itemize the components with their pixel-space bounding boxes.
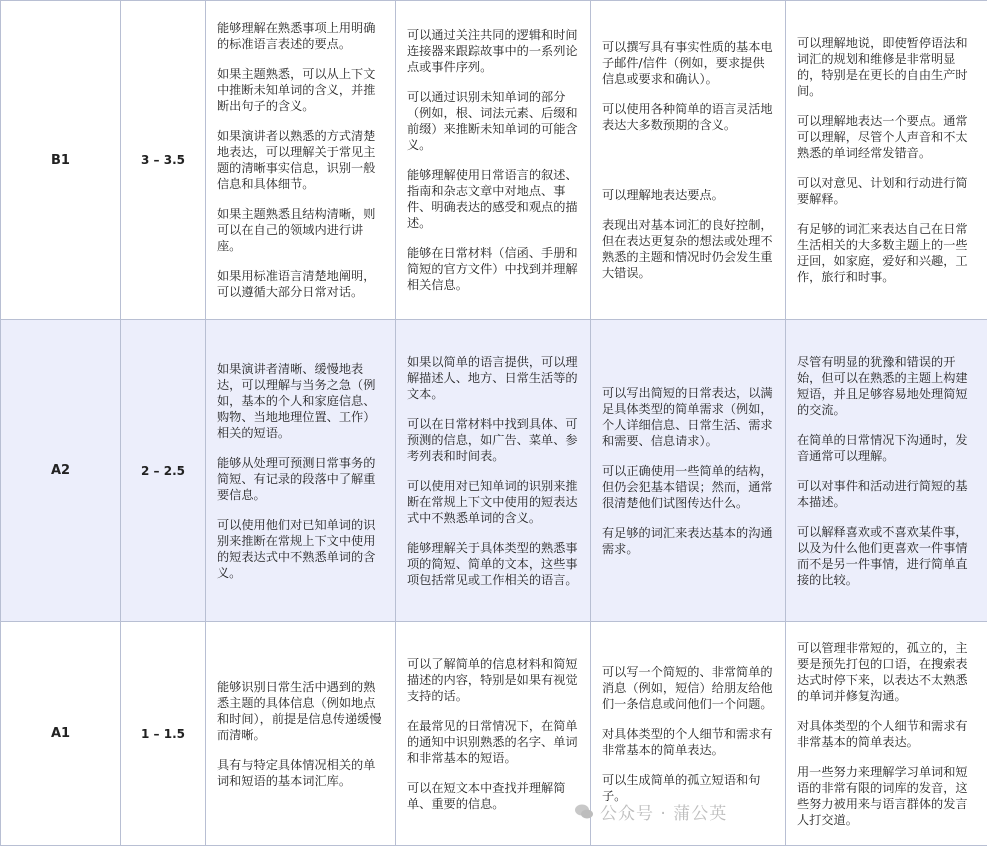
cell-paragraph: 可以使用他们对已知单词的识别来推断在常规上下文中使用的短表达式中不熟悉单词的含义。	[217, 517, 376, 580]
listening-cell	[206, 1, 396, 320]
cell-paragraph: 可以通过识别未知单词的部分（例如，根、词法元素、后缀和前缀）来推断未知单词的可能含义。	[407, 90, 578, 152]
cell-paragraph: 如果用标准语言清楚地阐明，可以遵循大部分日常对话。	[217, 269, 376, 299]
cell-paragraph: 可以管理非常短的，孤立的，主要是预先打包的口语，在搜索表达式时停下来，以表达不太熟悉的单词并修复沟通。	[797, 640, 968, 703]
table-row-b1	[1, 1, 987, 320]
reading-cell	[396, 622, 591, 846]
score-cell: 2 – 2.5	[121, 320, 206, 622]
watermark	[574, 799, 727, 824]
cell-paragraph: 有足够的词汇来表达基本的沟通需求。	[602, 525, 773, 556]
cell-paragraph: 在简单的日常情况下沟通时，发音通常可以理解。	[797, 432, 968, 463]
cell-paragraph: 可以使用对已知单词的识别来推断在常规上下文中使用的短表达式中不熟悉单词的含义。	[407, 478, 578, 525]
cell-paragraph: 表现出对基本词汇的良好控制，但在表达更复杂的想法或处理不熟悉的主题和情况时仍会发生重大错误。	[602, 218, 773, 280]
writing-cell	[591, 320, 786, 622]
watermark-text: 公众号 · 蒲公英	[600, 804, 728, 824]
listening-cell	[206, 320, 396, 622]
cell-paragraph: 在最常见的日常情况下，在简单的通知中识别熟悉的名字、单词和非常基本的短语。	[407, 718, 578, 765]
cell-paragraph: 如果主题熟悉且结构清晰，则可以在自己的领域内进行讲座。	[217, 207, 376, 253]
cell-paragraph: 能够理解关于具体类型的熟悉事项的简短、简单的文本，这些事项包括常见或工作相关的语言。	[407, 540, 578, 587]
speaking-cell	[786, 1, 987, 320]
reading-cell	[396, 320, 591, 622]
cell-paragraph: 可以写一个简短的、非常简单的消息（例如，短信）给朋友给他们一条信息或问他们一个问题。	[602, 664, 773, 711]
cell-paragraph: 可以生成简单的孤立短语和句子。	[602, 772, 761, 803]
cell-paragraph: 有足够的词汇来表达自己在日常生活相关的大多数主题上的一些迂回，如家庭，爱好和兴趣，工作，旅行和时事。	[797, 222, 968, 284]
cell-paragraph: 如果以简单的语言提供，可以理解描述人、地方、日常生活等的文本。	[407, 354, 578, 401]
level-cell: B1	[1, 1, 121, 320]
reading-cell	[396, 1, 591, 320]
cell-paragraph: 对具体类型的个人细节和需求有非常基本的简单表达。	[602, 726, 773, 757]
listening-cell	[206, 622, 396, 846]
cell-paragraph: 如果主题熟悉，可以从上下文中推断未知单词的含义，并推断出句子的含义。	[217, 67, 376, 113]
cell-paragraph: 对具体类型的个人细节和需求有非常基本的简单表达。	[797, 718, 968, 749]
cell-paragraph: 能够在日常材料（信函、手册和简短的官方文件）中找到并理解相关信息。	[407, 246, 578, 292]
cell-paragraph: 可以解释喜欢或不喜欢某件事，以及为什么他们更喜欢一件事情而不是另一件事情，进行简单直接的比较。	[797, 524, 968, 587]
cell-paragraph: 可以对事件和活动进行简短的基本描述。	[797, 478, 968, 509]
cell-paragraph: 可以理解地表达一个要点。通常可以理解，尽管个人声音和不太熟悉的单词经常发错音。	[797, 114, 968, 160]
cell-paragraph: 能够理解使用日常语言的叙述、指南和杂志文章中对地点、事件、明确表达的感受和观点的描述。	[407, 168, 578, 230]
cell-paragraph: 可以通过关注共同的逻辑和时间连接器来跟踪故事中的一系列论点或事件序列。	[407, 28, 578, 74]
cell-paragraph: 可以理解地说，即使暂停语法和词汇的规划和维修是非常明显的，特别是在更长的自由生产时间。	[797, 36, 968, 98]
speaking-cell	[786, 320, 987, 622]
score-cell: 3 – 3.5	[121, 1, 206, 320]
cell-paragraph: 能够识别日常生活中遇到的熟悉主题的具体信息（例如地点和时间），前提是信息传递缓慢而清晰。	[217, 679, 382, 742]
level-cell: A1	[1, 622, 121, 846]
level-cell: A2	[1, 320, 121, 622]
cell-paragraph: 用一些努力来理解学习单词和短语的非常有限的词库的发音，这些努力被用来与语言群体的发言人打交道。	[797, 764, 968, 827]
cell-paragraph: 可以在日常材料中找到具体、可预测的信息，如广告、菜单、参考列表和时间表。	[407, 416, 578, 463]
cell-paragraph: 如果演讲者以熟悉的方式清楚地表达，可以理解关于常见主题的清晰事实信息，识别一般信息和具体细节。	[217, 129, 376, 191]
table-row-a2	[1, 320, 987, 622]
score-cell: 1 – 1.5	[121, 622, 206, 846]
cell-paragraph: 如果演讲者清晰、缓慢地表达，可以理解与当务之急（例如，基本的个人和家庭信息、购物、当地地理位置、工作）相关的短语。	[217, 361, 376, 440]
cell-paragraph: 可以正确使用一些简单的结构，但仍会犯基本错误；然而，通常很清楚他们试图传达什么。	[602, 463, 773, 510]
cell-paragraph: 可以在短文本中查找并理解简单、重要的信息。	[407, 780, 566, 811]
cell-paragraph: 可以写出简短的日常表达，以满足具体类型的简单需求（例如，个人详细信息、日常生活、需求和需要、信息请求）。	[602, 385, 773, 448]
cell-paragraph: 可以撰写具有事实性质的基本电子邮件/信件（例如，要求提供信息或要求和确认）。	[602, 40, 773, 86]
cell-paragraph: 能够理解在熟悉事项上用明确的标准语言表述的要点。	[217, 21, 376, 51]
cell-paragraph: 可以了解简单的信息材料和简短描述的内容，特别是如果有视觉支持的话。	[407, 656, 578, 703]
cell-paragraph: 能够从处理可预测日常事务的简短、有记录的段落中了解重要信息。	[217, 455, 376, 502]
cell-spacer	[602, 147, 775, 187]
cell-paragraph: 具有与特定具体情况相关的单词和短语的基本词汇库。	[217, 757, 376, 788]
cell-paragraph: 可以对意见、计划和行动进行简要解释。	[797, 176, 968, 206]
cell-paragraph: 可以使用各种简单的语言灵活地表达大多数预期的含义。	[602, 102, 773, 132]
cell-paragraph: 可以理解地表达要点。	[602, 188, 724, 202]
speaking-cell	[786, 622, 987, 846]
wechat-icon	[574, 802, 594, 822]
cell-paragraph: 尽管有明显的犹豫和错误的开始，但可以在熟悉的主题上构建短语，并且足够容易地处理简短的交流。	[797, 354, 968, 417]
writing-cell	[591, 1, 786, 320]
table-row-a1	[1, 622, 987, 846]
